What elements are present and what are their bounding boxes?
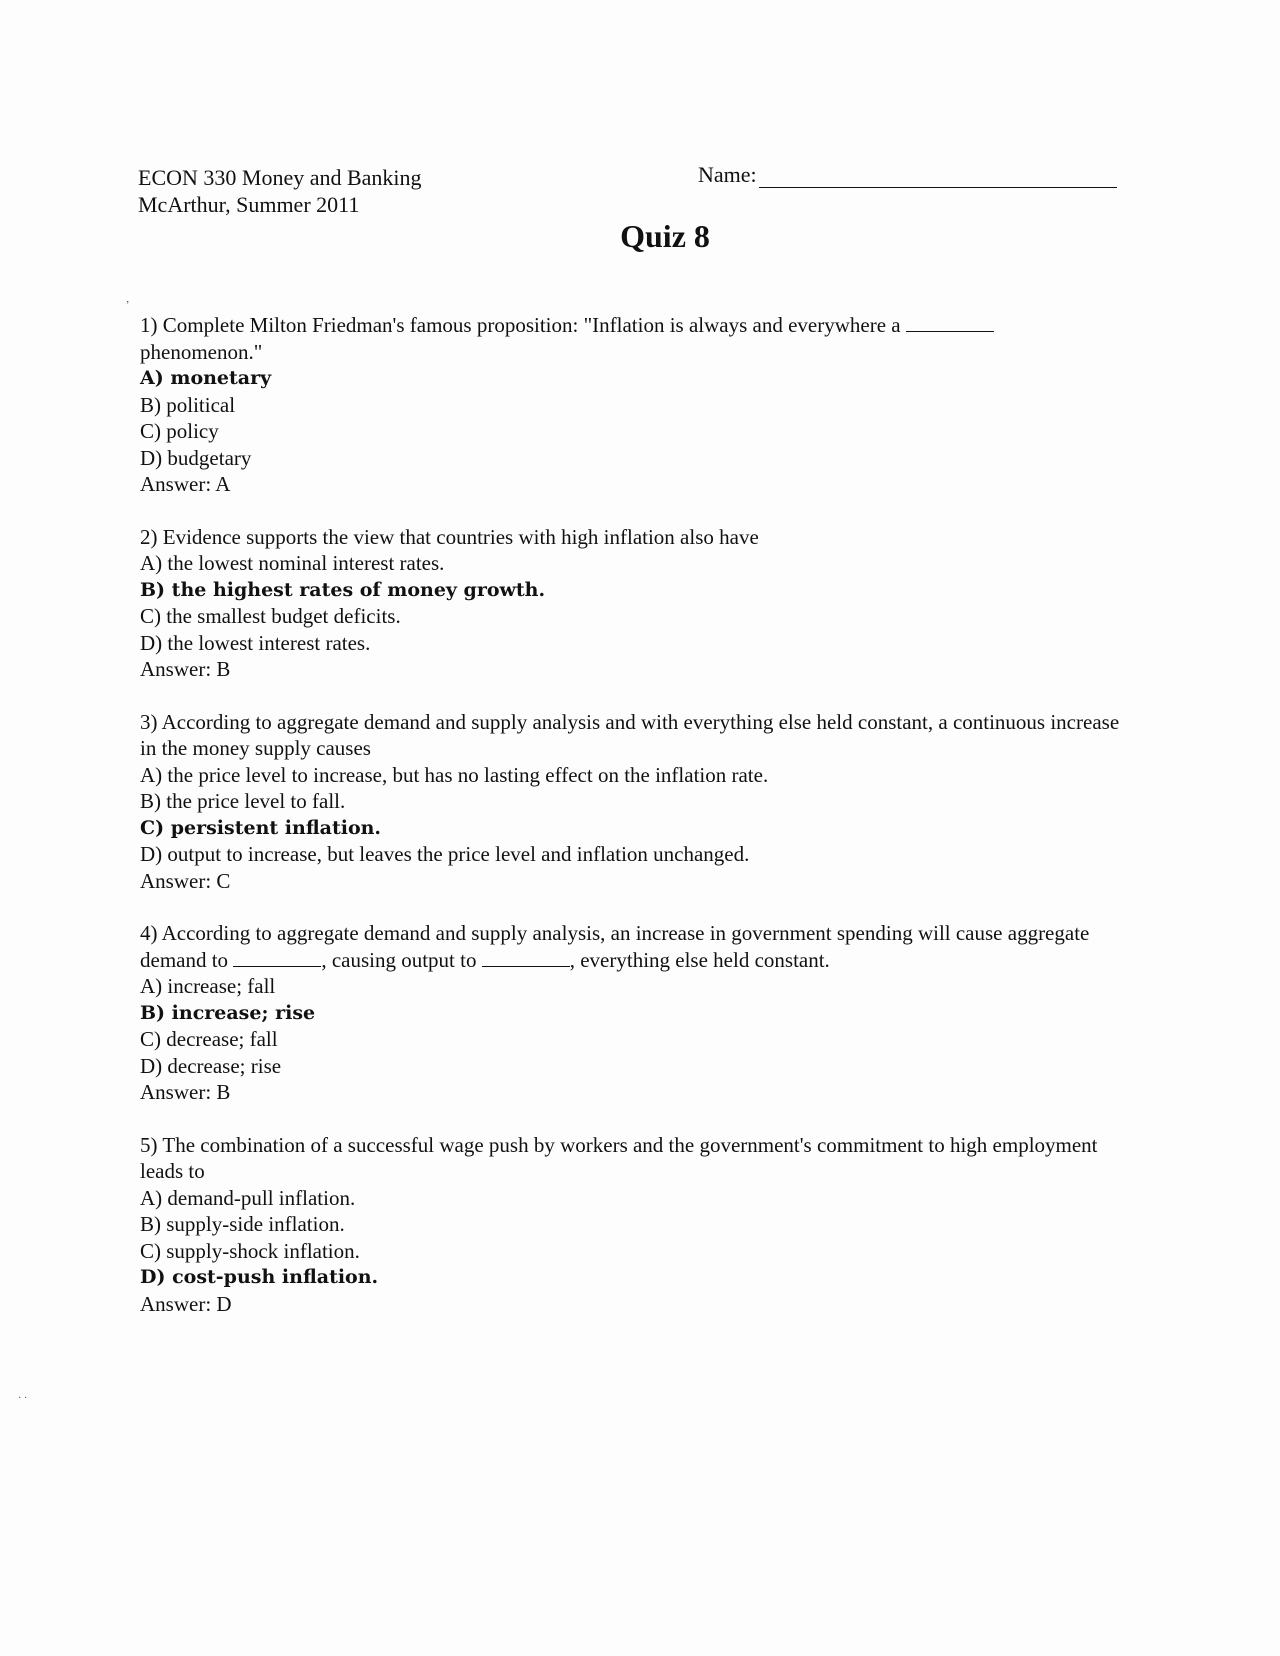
option-c: C) the smallest budget deficits. [140,604,401,628]
course-header [138,164,422,218]
stem-text: 1) Complete Milton Friedman's famous proposition: "Inflation is always and everywhere a [140,313,901,337]
option-c: C) supply-shock inflation. [140,1238,360,1263]
question-stem [140,920,1140,973]
option-b: B) political [140,392,236,417]
option-d: D) decrease; rise [140,1053,282,1078]
answer-line: Answer: D [140,1291,232,1316]
scan-speck: · · [18,1393,28,1404]
option-b: B) increase; rise [140,1001,316,1024]
question-list [140,312,1140,1343]
option-a: A) the lowest nominal interest rates. [140,551,445,575]
scan-speck: ’ [126,300,130,311]
option-b: B) the highest rates of money growth. [140,578,546,601]
option-a: A) monetary [140,367,272,389]
fill-blank [906,313,994,332]
question-4 [140,920,1140,1106]
question-5 [140,1132,1140,1318]
question-2 [140,524,1140,683]
question-stem: 2) Evidence supports the view that countries with high inflation also have [140,524,759,549]
answer-line: Answer: A [140,472,231,496]
option-a: A) increase; fall [140,974,276,998]
stem-text-end: , everything else held constant. [569,947,830,972]
option-b: B) supply-side inflation. [140,1212,345,1236]
answer-line: Answer: B [140,657,231,681]
option-d: D) output to increase, but leaves the price level and inflation unchanged. [140,842,750,866]
option-d: D) cost-push inflation. [140,1266,379,1288]
option-b: B) the price level to fall. [140,789,346,813]
question-stem [140,312,1140,339]
stem-text-middle: , causing output to [321,947,477,972]
fill-blank [233,948,321,967]
option-d: D) budgetary [140,445,252,470]
option-c: C) policy [140,419,219,443]
stem-text: 4) According to aggregate demand and supply analysis, an increase in government spending will cause aggregate demand to [140,921,1090,972]
option-d: D) the lowest interest rates. [140,630,371,655]
option-a: A) the price level to increase, but has no lasting effect on the inflation rate. [140,762,769,787]
option-c: C) persistent inflation. [140,816,382,839]
fill-blank [482,948,570,967]
question-3 [140,709,1140,895]
question-stem: 3) According to aggregate demand and supply analysis and with everything else held constant, a continuous increase in the money supply causes [140,709,1120,760]
name-field[interactable] [698,162,1117,188]
instructor-term: McArthur, Summer 2011 [138,192,360,217]
answer-line: Answer: C [140,868,231,893]
option-a: A) demand-pull inflation. [140,1185,356,1210]
name-blank-line[interactable] [759,165,1117,188]
question-stem: 5) The combination of a successful wage push by workers and the government's commitment to high employment leads to [140,1132,1098,1183]
option-c: C) decrease; fall [140,1027,278,1051]
question-1 [140,312,1140,498]
answer-line: Answer: B [140,1080,231,1104]
quiz-title: Quiz 8 [620,218,710,254]
course-title: ECON 330 Money and Banking [138,165,422,190]
name-label: Name: [698,162,757,187]
stem-continuation: phenomenon." [140,339,263,364]
